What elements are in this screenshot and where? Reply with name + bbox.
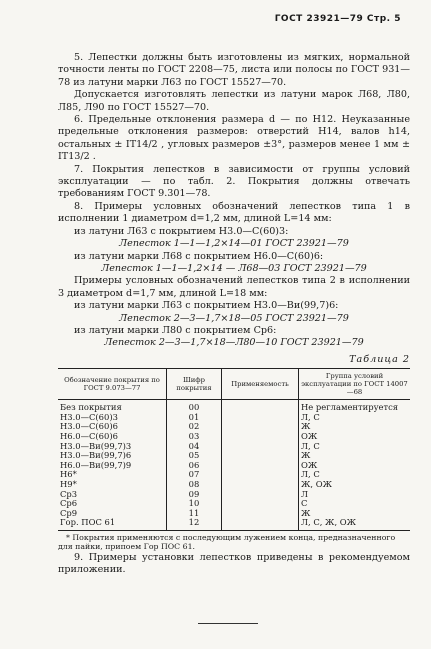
column-header-use: Применяемость (222, 369, 299, 400)
table-row (58, 490, 410, 500)
coating-cell: Н6* (60, 469, 77, 480)
group-cell: Ж (299, 422, 411, 432)
example-4-designation: Лепесток 2—3—1,7×18—Л80—10 ГОСТ 23921—79 (104, 337, 364, 349)
table-row (58, 480, 410, 490)
use-cell (222, 461, 299, 471)
use-cell (222, 432, 299, 442)
end-rule (198, 623, 258, 624)
group-cell: Л (299, 490, 411, 500)
coating-cell: Н3.0—Ви(99,7)3 (60, 440, 132, 451)
example-1-material: из латуни Л63 с покрытием Н3.0—С(60)3: (74, 225, 289, 237)
coating-cell: Н9* (60, 478, 77, 489)
table-row (58, 461, 410, 471)
use-cell (222, 442, 299, 452)
coating-cell: Н3.0—Ви(99,7)6 (60, 450, 132, 461)
group-cell: Л, С (299, 442, 411, 452)
page-header: ГОСТ 23921—79 Стр. 5 (274, 14, 401, 24)
table-row (58, 470, 410, 480)
use-cell (222, 509, 299, 519)
coating-cell: Гор. ПОС 61 (58, 518, 167, 530)
group-cell: ОЖ (299, 461, 411, 471)
code-cell: 12 (167, 518, 222, 530)
code-cell: 10 (167, 499, 222, 509)
example-2-designation: Лепесток 1—1—1,2×14 — Л68—03 ГОСТ 23921—79 (101, 262, 367, 274)
coating-cell: Ср3 (60, 488, 78, 499)
code-cell: 07 (167, 470, 222, 480)
group-cell: Ж (299, 509, 411, 519)
code-cell: 03 (167, 432, 222, 442)
coating-cell: Ср6 (60, 498, 78, 509)
code-cell: 09 (167, 490, 222, 500)
code-cell: 05 (167, 451, 222, 461)
use-cell (222, 518, 299, 530)
paragraph-6: 6. Предельные отклонения размера d — по Н12. Неуказанные предельные отклонения размеров: отверстий Н14, валов h14, остальных ± IT14/2 , угловых размеров ±3°, размеров менее 1 мм ± IT13/2 . (58, 114, 410, 163)
coating-cell: Н3.0—С(60)3 (60, 411, 118, 422)
column-header-group: Группа условий эксплуатации по ГОСТ 14007—68 (299, 369, 411, 400)
group-cell: ОЖ (299, 432, 411, 442)
paragraph-8-type2: Примеры условных обозначений лепестков типа 2 в исполнении 3 диаметром d=1,7 мм, длиной L=18 мм: (58, 275, 410, 299)
code-cell: 06 (167, 461, 222, 471)
paragraph-5-note: Допускается изготовлять лепестки из латуни марок Л68, Л80, Л85, Л90 по ГОСТ 15527—70. (58, 89, 410, 113)
example-2-material: из латуни марки Л68 с покрытием Н6.0—С(60)6: (74, 250, 324, 262)
code-cell: 00 (167, 400, 222, 413)
code-cell: 08 (167, 480, 222, 490)
group-cell: Л, С (299, 413, 411, 423)
use-cell (222, 470, 299, 480)
code-cell: 01 (167, 413, 222, 423)
code-cell: 04 (167, 442, 222, 452)
code-cell: 11 (167, 509, 222, 519)
coating-cell: Ср9 (60, 507, 78, 518)
column-header-coating: Обозначение покрытия по ГОСТ 9.073—77 (58, 369, 167, 400)
table-caption: Таблица 2 (349, 353, 410, 365)
group-cell: Ж (299, 451, 411, 461)
coating-cell: Н3.0—С(60)6 (60, 421, 118, 432)
paragraph-7: 7. Покрытия лепестков в зависимости от группы условий эксплуатации — по табл. 2. Покрытия должны отвечать требованиям ГОСТ 9.301—78. (58, 163, 410, 200)
use-cell (222, 451, 299, 461)
example-1-designation: Лепесток 1—1—1,2×14—01 ГОСТ 23921—79 (119, 238, 349, 250)
paragraph-8: 8. Примеры условных обозначений лепестков типа 1 в исполнении 1 диаметром d=1,2 мм, длиной L=14 мм: (58, 200, 410, 225)
use-cell (222, 499, 299, 509)
paragraph-5: 5. Лепестки должны быть изготовлены из мягких, нормальной точности ленты по ГОСТ 2208—75, листа или полосы по ГОСТ 931—78 из латуни марки Л63 по ГОСТ 15527—70. (58, 52, 410, 88)
document-body (58, 52, 410, 577)
coating-cell: Н6.0—Ви(99,7)9 (60, 459, 132, 470)
group-cell: Л, С (299, 470, 411, 480)
group-cell: Л, С, Ж, ОЖ (299, 518, 411, 530)
use-cell (222, 422, 299, 432)
use-cell (222, 413, 299, 423)
group-cell: С (299, 499, 411, 509)
example-4-material: из латуни марки Л80 с покрытием Ср6: (74, 324, 277, 336)
coating-cell: Н6.0—С(60)6 (60, 430, 118, 441)
paragraph-9: 9. Примеры установки лепестков приведены в рекомендуемом приложении. (58, 552, 410, 576)
example-3-designation: Лепесток 2—3—1,7×18—05 ГОСТ 23921—79 (119, 312, 349, 324)
use-cell (222, 490, 299, 500)
table-row (58, 499, 410, 509)
table-row (58, 518, 410, 530)
use-cell (222, 400, 299, 413)
column-header-code: Шифр покрытия (167, 369, 222, 400)
coating-cell: Без покрытия (60, 402, 122, 413)
group-cell: Ж, ОЖ (299, 480, 411, 490)
group-cell: Не регламентируется (299, 400, 411, 413)
table-row (58, 400, 410, 413)
code-cell: 02 (167, 422, 222, 432)
use-cell (222, 480, 299, 490)
example-3-material: из латуни марки Л63 с покрытием Н3.0—Ви(99,7)6: (74, 300, 339, 312)
table-footnote: * Покрытия применяются с последующим лужением конца, предназначенного для пайки, припоем Гор ПОС 61. (58, 532, 396, 552)
coatings-table (58, 368, 410, 531)
